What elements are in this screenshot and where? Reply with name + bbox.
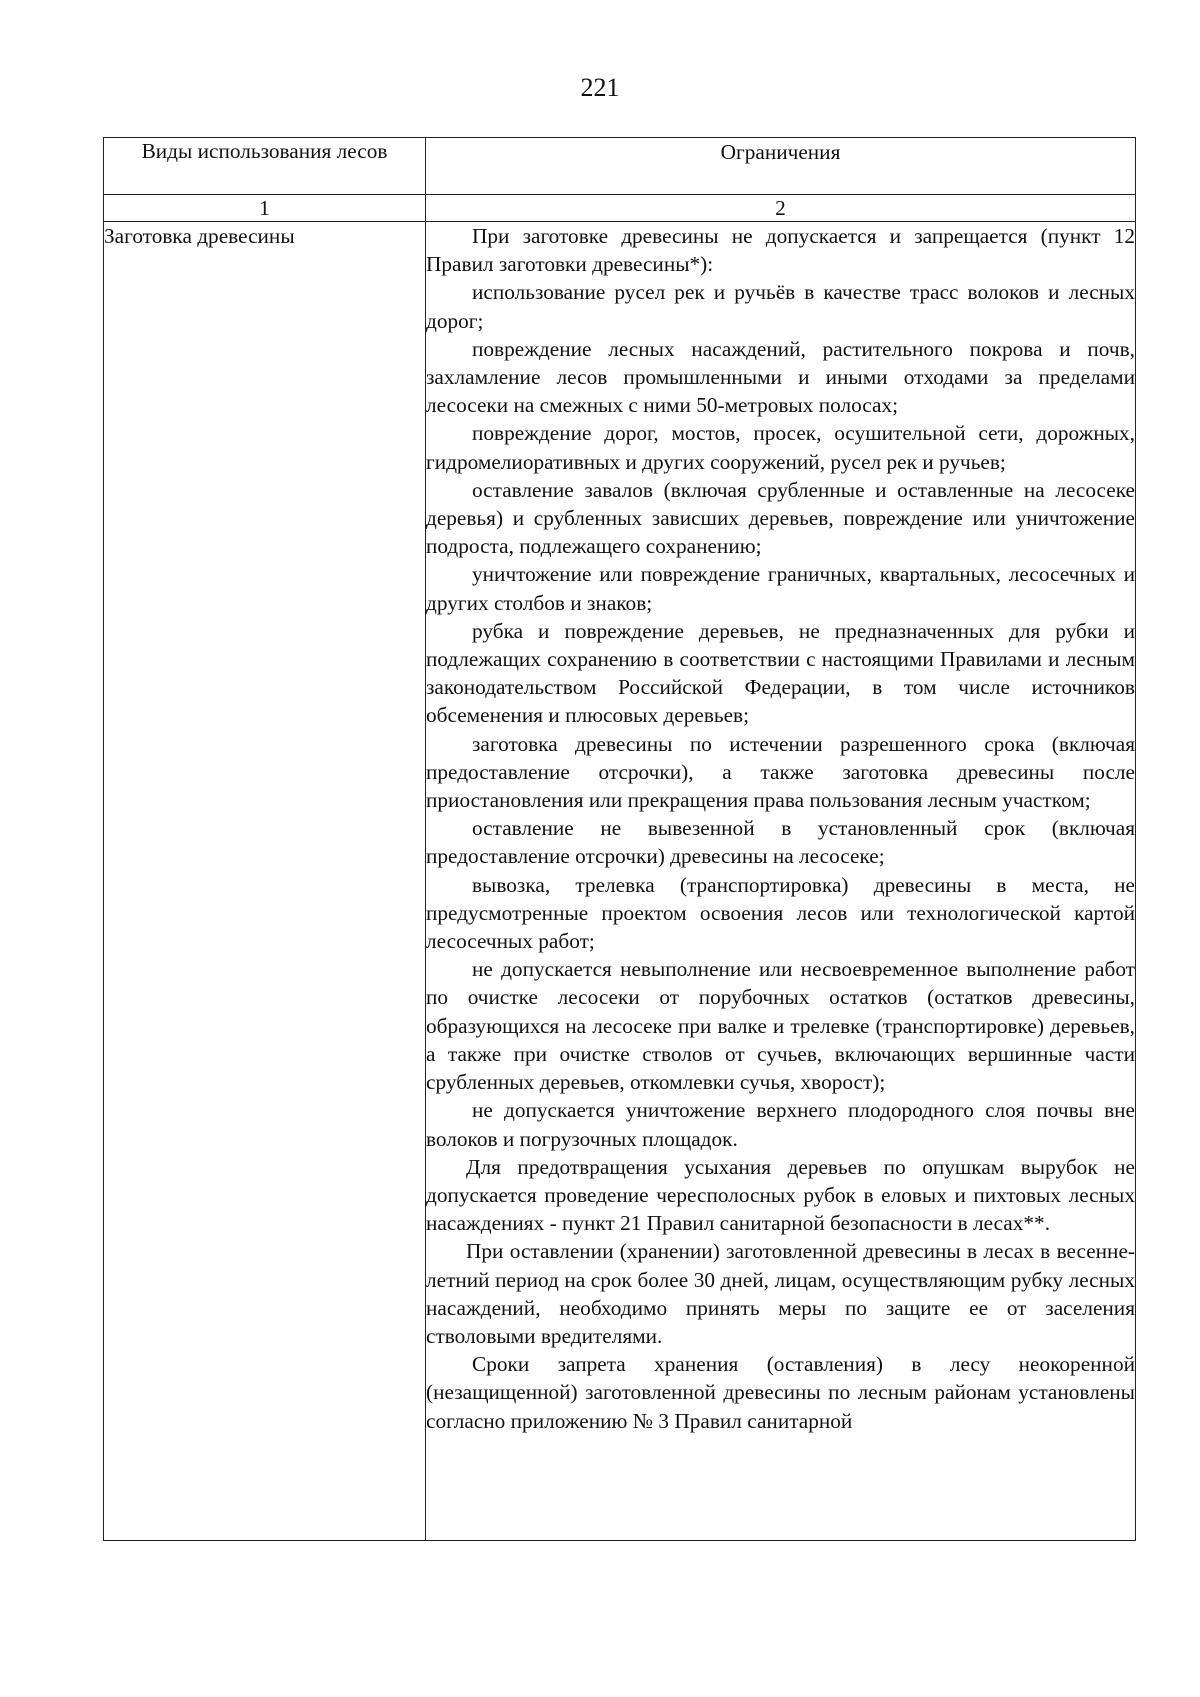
forest-use-type: Заготовка древесины (104, 222, 426, 1541)
restriction-paragraph: Для предотвращения усыхания деревьев по опушкам вырубок не допускается проведение чересполосных рубок в еловых и пихтовых лесных насаждениях - пункт 21 Правил санитарной безопасности в лесах**. (426, 1154, 1135, 1236)
restriction-paragraph: вывозка, трелевка (транспортировка) древесины в места, не предусмотренные проектом освоения лесов или технологической картой лесосечных работ; (426, 872, 1135, 954)
page-number: 221 (580, 73, 620, 102)
table-row (104, 222, 1136, 1541)
restriction-paragraph: Сроки запрета хранения (оставления) в лесу неокоренной (незащищенной) заготовленной древесины по лесным районам установлены согласно приложению № 3 Правил санитарной (426, 1352, 1135, 1433)
restriction-paragraph: оставление завалов (включая срубленные и оставленные на лесосеке деревья) и срубленных зависших деревьев, повреждение или уничтожение подроста, подлежащего сохранению; (426, 477, 1135, 559)
restrictions-text (426, 222, 1136, 1541)
restriction-paragraph: При оставлении (хранении) заготовленной древесины в лесах в весенне-летний период на срок более 30 дней, лицам, осуществляющим рубку лесных насаждений, необходимо принять меры по защите ее от заселения стволовыми вредителями. (426, 1239, 1135, 1348)
restriction-paragraph: повреждение дорог, мостов, просек, осушительной сети, дорожных, гидромелиоративных и других сооружений, русел рек и ручьев; (426, 421, 1135, 474)
header-restrictions: Ограничения (426, 138, 1136, 195)
column-number-2: 2 (426, 195, 1136, 222)
table-header-row (104, 138, 1136, 195)
header-forest-use-types: Виды использования лесов (104, 138, 426, 195)
column-number-1: 1 (104, 195, 426, 222)
restriction-paragraph: оставление не вывезенной в установленный срок (включая предоставление отсрочки) древесины на лесосеке; (426, 816, 1135, 869)
restriction-paragraph: не допускается уничтожение верхнего плодородного слоя почвы вне волоков и погрузочных площадок. (426, 1098, 1135, 1151)
column-number-row (104, 195, 1136, 222)
restriction-paragraph: использование русел рек и ручьёв в качестве трасс волоков и лесных дорог; (426, 280, 1135, 333)
restrictions-table (103, 137, 1136, 1541)
restriction-paragraph: заготовка древесины по истечении разрешенного срока (включая предоставление отсрочки), а также заготовка древесины после приостановления или прекращения права пользования лесным участком; (426, 731, 1135, 813)
restriction-paragraph: При заготовке древесины не допускается и запрещается (пункт 12 Правил заготовки древесины*): (426, 224, 1135, 277)
restriction-paragraph: уничтожение или повреждение граничных, квартальных, лесосечных и других столбов и знаков; (426, 562, 1135, 615)
restriction-paragraph: не допускается невыполнение или несвоевременное выполнение работ по очистке лесосеки от порубочных остатков (остатков древесины, образующихся на лесосеке при валке и трелевке (транспортировке) деревьев, а также при очистке стволов от сучьев, включающих вершинные части срубленных деревьев, откомлевки сучья, хворост); (426, 957, 1135, 1095)
restriction-paragraph: рубка и повреждение деревьев, не предназначенных для рубки и подлежащих сохранению в соответствии с настоящими Правилами и лесным законодательством Российской Федерации, в том числе источников обсеменения и плюсовых деревьев; (426, 618, 1135, 728)
restriction-paragraph: повреждение лесных насаждений, растительного покрова и почв, захламление лесов промышленными и иными отходами за пределами лесосеки на смежных с ними 50-метровых полосах; (426, 336, 1135, 418)
